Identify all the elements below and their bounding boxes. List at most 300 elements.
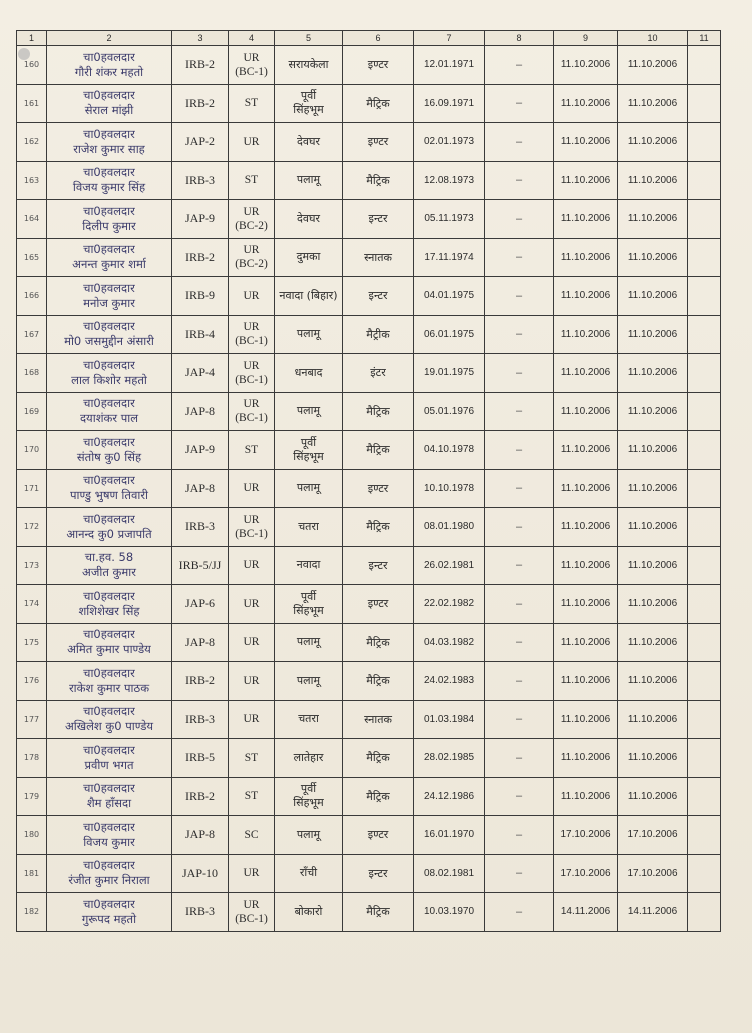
category-text: UR: [243, 513, 260, 526]
unit-cell: JAP-4: [172, 354, 229, 393]
rank-text: चा0हवलदार: [83, 165, 135, 180]
rank-text: चा0हवलदार: [83, 203, 135, 218]
category-cell: [229, 777, 275, 816]
date-column-10-cell: 11.10.2006: [618, 354, 688, 393]
category-text: UR: [243, 321, 260, 334]
person-name-text: विजय कुमार: [83, 834, 135, 849]
header-row: [17, 31, 721, 46]
unit-cell: JAP-2: [172, 123, 229, 162]
unit-cell: IRB-3: [172, 508, 229, 547]
column-8-cell: –: [485, 739, 554, 778]
name-cell: [47, 700, 172, 739]
name-cell: [47, 469, 172, 508]
date-column-9-cell: 11.10.2006: [554, 546, 618, 585]
category-text: UR: [243, 482, 260, 495]
education-cell: स्नातक: [343, 238, 414, 277]
rank-text: चा0हवलदार: [83, 627, 135, 642]
rank-text: चा0हवलदार: [83, 742, 135, 757]
column-11-cell: [688, 354, 721, 393]
serial-number-cell: 178: [17, 739, 47, 778]
person-name-text: विजय कुमार सिंह: [72, 180, 146, 195]
rank-text: चा0हवलदार: [83, 319, 135, 334]
table-row: [17, 123, 721, 162]
education-cell: मैट्रिक: [343, 392, 414, 431]
rank-text: चा0हवलदार: [83, 473, 135, 488]
unit-cell: IRB-3: [172, 161, 229, 200]
column-header: 9: [554, 31, 618, 46]
unit-cell: JAP-6: [172, 585, 229, 624]
date-of-birth-cell: 24.02.1983: [414, 662, 485, 701]
date-column-10-cell: 11.10.2006: [618, 623, 688, 662]
rank-text: चा0हवलदार: [83, 280, 135, 295]
serial-number-cell: 160: [17, 46, 47, 85]
name-cell: [47, 200, 172, 239]
subcategory-text: (BC-2): [235, 258, 268, 271]
serial-number-cell: 161: [17, 84, 47, 123]
subcategory-text: (BC-2): [235, 219, 268, 232]
date-of-birth-cell: 16.09.1971: [414, 84, 485, 123]
date-of-birth-cell: 10.10.1978: [414, 469, 485, 508]
category-cell: [229, 431, 275, 470]
date-column-10-cell: 11.10.2006: [618, 392, 688, 431]
subcategory-text: (BC-1): [235, 527, 268, 540]
unit-cell: IRB-2: [172, 46, 229, 85]
table-row: [17, 84, 721, 123]
education-cell: मैट्रिक: [343, 508, 414, 547]
category-cell: [229, 392, 275, 431]
serial-number-cell: 170: [17, 431, 47, 470]
name-cell: [47, 508, 172, 547]
date-of-birth-cell: 04.10.1978: [414, 431, 485, 470]
rank-text: चा0हवलदार: [83, 396, 135, 411]
date-of-birth-cell: 12.08.1973: [414, 161, 485, 200]
date-column-9-cell: 11.10.2006: [554, 585, 618, 624]
column-11-cell: [688, 585, 721, 624]
category-text: UR: [243, 867, 260, 880]
subcategory-text: (BC-1): [235, 335, 268, 348]
column-header: 7: [414, 31, 485, 46]
column-8-cell: –: [485, 161, 554, 200]
table-row: [17, 46, 721, 85]
district-text: चतरा: [298, 712, 319, 726]
education-cell: मैट्रिक: [343, 662, 414, 701]
unit-cell: JAP-8: [172, 623, 229, 662]
column-header: 11: [688, 31, 721, 46]
column-header: 10: [618, 31, 688, 46]
date-column-10-cell: 11.10.2006: [618, 46, 688, 85]
name-cell: [47, 623, 172, 662]
category-text: UR: [243, 244, 260, 257]
column-8-cell: –: [485, 123, 554, 162]
district-cell: [275, 739, 343, 778]
district-cell: [275, 392, 343, 431]
date-column-9-cell: 11.10.2006: [554, 277, 618, 316]
category-text: UR: [243, 898, 260, 911]
person-name-text: दयाशंकर पाल: [79, 411, 139, 426]
district-cell: [275, 277, 343, 316]
table-row: [17, 508, 721, 547]
serial-number-cell: 168: [17, 354, 47, 393]
serial-number-cell: 175: [17, 623, 47, 662]
column-8-cell: –: [485, 623, 554, 662]
column-8-cell: –: [485, 392, 554, 431]
district-text: सरायकेला: [288, 57, 329, 71]
district-text-line2: सिंहभूम: [293, 603, 324, 617]
category-cell: [229, 123, 275, 162]
category-text: UR: [243, 398, 260, 411]
date-of-birth-cell: 28.02.1985: [414, 739, 485, 778]
table-row: [17, 777, 721, 816]
education-cell: इन्टर: [343, 200, 414, 239]
category-text: ST: [244, 443, 259, 456]
category-cell: [229, 277, 275, 316]
district-text: पलामू: [296, 481, 321, 495]
name-cell: [47, 46, 172, 85]
district-cell: [275, 508, 343, 547]
rank-text: चा0हवलदार: [83, 49, 135, 64]
date-column-9-cell: 11.10.2006: [554, 46, 618, 85]
unit-cell: IRB-3: [172, 893, 229, 932]
table-row: [17, 893, 721, 932]
education-cell: मैट्रीक: [343, 315, 414, 354]
table-row: [17, 200, 721, 239]
date-column-10-cell: 11.10.2006: [618, 739, 688, 778]
district-text: नवादा (बिहार): [279, 288, 338, 302]
rank-text: चा0हवलदार: [83, 126, 135, 141]
column-11-cell: [688, 816, 721, 855]
date-column-9-cell: 11.10.2006: [554, 84, 618, 123]
unit-cell: JAP-8: [172, 816, 229, 855]
district-text: राँची: [299, 866, 318, 880]
date-of-birth-cell: 04.03.1982: [414, 623, 485, 662]
unit-cell: IRB-2: [172, 238, 229, 277]
column-header: 5: [275, 31, 343, 46]
category-cell: [229, 816, 275, 855]
district-cell: [275, 161, 343, 200]
district-cell: [275, 623, 343, 662]
name-cell: [47, 315, 172, 354]
table-row: [17, 700, 721, 739]
district-cell: [275, 123, 343, 162]
unit-cell: IRB-3: [172, 700, 229, 739]
person-name-text: सेराल मांझी: [84, 103, 134, 118]
date-column-10-cell: 11.10.2006: [618, 546, 688, 585]
table-row: [17, 585, 721, 624]
name-cell: [47, 123, 172, 162]
person-name-text: अनन्त कुमार शर्मा: [72, 257, 146, 272]
category-text: UR: [243, 636, 260, 649]
subcategory-text: (BC-1): [235, 912, 268, 925]
education-cell: इन्टर: [343, 854, 414, 893]
district-cell: [275, 662, 343, 701]
column-header: 4: [229, 31, 275, 46]
unit-cell: JAP-10: [172, 854, 229, 893]
date-of-birth-cell: 05.11.1973: [414, 200, 485, 239]
rank-text: चा0हवलदार: [83, 896, 135, 911]
column-11-cell: [688, 123, 721, 162]
table-row: [17, 469, 721, 508]
person-name-text: गुरूपद महतो: [81, 911, 137, 926]
district-cell: [275, 84, 343, 123]
category-text: SC: [244, 828, 259, 841]
rank-text: चा.हव. 58: [84, 550, 134, 565]
column-header: 1: [17, 31, 47, 46]
column-11-cell: [688, 700, 721, 739]
district-cell: [275, 200, 343, 239]
date-column-10-cell: 11.10.2006: [618, 469, 688, 508]
category-cell: [229, 739, 275, 778]
district-cell: [275, 354, 343, 393]
district-text: पलामू: [296, 673, 321, 687]
education-cell: मैट्रिक: [343, 431, 414, 470]
table-row: [17, 623, 721, 662]
date-of-birth-cell: 04.01.1975: [414, 277, 485, 316]
rank-text: चा0हवलदार: [83, 588, 135, 603]
date-column-9-cell: 11.10.2006: [554, 662, 618, 701]
rank-text: चा0हवलदार: [83, 511, 135, 526]
column-11-cell: [688, 238, 721, 277]
date-column-9-cell: 11.10.2006: [554, 392, 618, 431]
category-cell: [229, 585, 275, 624]
column-11-cell: [688, 161, 721, 200]
category-cell: [229, 354, 275, 393]
education-cell: इण्टर: [343, 816, 414, 855]
category-cell: [229, 662, 275, 701]
date-of-birth-cell: 24.12.1986: [414, 777, 485, 816]
date-column-9-cell: 11.10.2006: [554, 431, 618, 470]
category-text: UR: [243, 359, 260, 372]
date-of-birth-cell: 10.03.1970: [414, 893, 485, 932]
date-column-10-cell: 17.10.2006: [618, 816, 688, 855]
name-cell: [47, 84, 172, 123]
serial-number-cell: 162: [17, 123, 47, 162]
date-column-9-cell: 17.10.2006: [554, 816, 618, 855]
category-cell: [229, 893, 275, 932]
district-cell: [275, 238, 343, 277]
person-name-text: राजेश कुमार साह: [73, 141, 145, 156]
serial-number-cell: 182: [17, 893, 47, 932]
table-row: [17, 546, 721, 585]
name-cell: [47, 893, 172, 932]
column-8-cell: –: [485, 84, 554, 123]
category-text: ST: [244, 751, 259, 764]
name-cell: [47, 354, 172, 393]
column-11-cell: [688, 777, 721, 816]
rank-text: चा0हवलदार: [83, 858, 135, 873]
district-cell: [275, 854, 343, 893]
subcategory-text: (BC-1): [235, 373, 268, 386]
district-text: बोकारो: [294, 904, 323, 918]
education-cell: मैट्रिक: [343, 893, 414, 932]
table-row: [17, 739, 721, 778]
unit-cell: IRB-9: [172, 277, 229, 316]
date-column-10-cell: 11.10.2006: [618, 508, 688, 547]
category-text: UR: [243, 289, 260, 302]
column-11-cell: [688, 893, 721, 932]
name-cell: [47, 392, 172, 431]
date-column-10-cell: 11.10.2006: [618, 277, 688, 316]
district-cell: [275, 546, 343, 585]
date-of-birth-cell: 02.01.1973: [414, 123, 485, 162]
person-name-text: अजीत कुमार: [82, 565, 136, 580]
unit-cell: IRB-5/JJ: [172, 546, 229, 585]
serial-number-cell: 166: [17, 277, 47, 316]
education-cell: मैट्रिक: [343, 84, 414, 123]
district-text: लातेहार: [293, 750, 324, 764]
date-column-9-cell: 11.10.2006: [554, 161, 618, 200]
person-name-text: आनन्द कु0 प्रजापति: [66, 526, 152, 541]
column-header: 8: [485, 31, 554, 46]
unit-cell: JAP-8: [172, 392, 229, 431]
date-column-10-cell: 11.10.2006: [618, 585, 688, 624]
serial-number-cell: 164: [17, 200, 47, 239]
column-8-cell: –: [485, 508, 554, 547]
category-cell: [229, 700, 275, 739]
table-body: [17, 46, 721, 932]
table-row: [17, 816, 721, 855]
person-name-text: अमित कुमार पाण्डेय: [67, 642, 151, 657]
date-column-10-cell: 11.10.2006: [618, 123, 688, 162]
district-text: देवघर: [297, 134, 320, 148]
column-11-cell: [688, 739, 721, 778]
date-of-birth-cell: 06.01.1975: [414, 315, 485, 354]
column-8-cell: –: [485, 277, 554, 316]
district-text-line2: सिंहभूम: [293, 449, 324, 463]
rank-text: चा0हवलदार: [83, 88, 135, 103]
date-column-9-cell: 11.10.2006: [554, 315, 618, 354]
date-of-birth-cell: 05.01.1976: [414, 392, 485, 431]
category-text: ST: [244, 174, 259, 187]
column-8-cell: –: [485, 585, 554, 624]
district-text: पूर्वी: [300, 782, 317, 796]
column-11-cell: [688, 662, 721, 701]
date-column-10-cell: 17.10.2006: [618, 854, 688, 893]
unit-cell: JAP-8: [172, 469, 229, 508]
column-8-cell: –: [485, 200, 554, 239]
column-11-cell: [688, 546, 721, 585]
table-row: [17, 161, 721, 200]
district-cell: [275, 700, 343, 739]
unit-cell: IRB-5: [172, 739, 229, 778]
date-column-10-cell: 14.11.2006: [618, 893, 688, 932]
column-8-cell: –: [485, 700, 554, 739]
person-name-text: रंजीत कुमार निराला: [68, 873, 150, 888]
education-cell: इण्टर: [343, 123, 414, 162]
serial-number-cell: 173: [17, 546, 47, 585]
name-cell: [47, 662, 172, 701]
education-cell: मैट्रिक: [343, 739, 414, 778]
table-row: [17, 431, 721, 470]
education-cell: मैट्रिक: [343, 161, 414, 200]
column-11-cell: [688, 623, 721, 662]
category-cell: [229, 84, 275, 123]
column-header: 6: [343, 31, 414, 46]
person-name-text: शशिशेखर सिंह: [78, 603, 140, 618]
unit-cell: IRB-2: [172, 777, 229, 816]
date-column-10-cell: 11.10.2006: [618, 662, 688, 701]
date-column-9-cell: 11.10.2006: [554, 238, 618, 277]
date-of-birth-cell: 16.01.1970: [414, 816, 485, 855]
date-column-9-cell: 11.10.2006: [554, 700, 618, 739]
serial-number-cell: 169: [17, 392, 47, 431]
person-name-text: मनोज कुमार: [83, 295, 135, 310]
district-text-line2: सिंहभूम: [293, 103, 324, 117]
rank-text: चा0हवलदार: [83, 781, 135, 796]
table-row: [17, 354, 721, 393]
serial-number-cell: 171: [17, 469, 47, 508]
category-cell: [229, 46, 275, 85]
column-11-cell: [688, 469, 721, 508]
serial-number-cell: 180: [17, 816, 47, 855]
person-name-text: प्रवीण भगत: [84, 757, 134, 772]
column-8-cell: –: [485, 662, 554, 701]
date-of-birth-cell: 17.11.1974: [414, 238, 485, 277]
rank-text: चा0हवलदार: [83, 665, 135, 680]
serial-number-cell: 165: [17, 238, 47, 277]
column-11-cell: [688, 46, 721, 85]
district-text: पूर्वी: [300, 435, 317, 449]
category-text: UR: [243, 51, 260, 64]
column-8-cell: –: [485, 854, 554, 893]
name-cell: [47, 816, 172, 855]
column-8-cell: –: [485, 238, 554, 277]
date-column-10-cell: 11.10.2006: [618, 200, 688, 239]
table-row: [17, 662, 721, 701]
person-name-text: राकेश कुमार पाठक: [68, 680, 150, 695]
rank-text: चा0हवलदार: [83, 242, 135, 257]
table-row: [17, 238, 721, 277]
date-of-birth-cell: 19.01.1975: [414, 354, 485, 393]
district-cell: [275, 431, 343, 470]
district-text: पलामू: [296, 327, 321, 341]
category-cell: [229, 161, 275, 200]
district-cell: [275, 893, 343, 932]
date-of-birth-cell: 01.03.1984: [414, 700, 485, 739]
name-cell: [47, 238, 172, 277]
rank-text: चा0हवलदार: [83, 357, 135, 372]
serial-number-cell: 163: [17, 161, 47, 200]
district-text: नवादा: [296, 558, 321, 572]
category-text: ST: [244, 790, 259, 803]
category-cell: [229, 623, 275, 662]
category-cell: [229, 508, 275, 547]
rank-text: चा0हवलदार: [83, 434, 135, 449]
column-8-cell: –: [485, 469, 554, 508]
education-cell: स्नातक: [343, 700, 414, 739]
date-column-10-cell: 11.10.2006: [618, 84, 688, 123]
rank-text: चा0हवलदार: [83, 819, 135, 834]
column-8-cell: –: [485, 46, 554, 85]
district-cell: [275, 777, 343, 816]
serial-number-cell: 176: [17, 662, 47, 701]
date-of-birth-cell: 08.02.1981: [414, 854, 485, 893]
rank-text: चा0हवलदार: [83, 704, 135, 719]
person-name-text: दिलीप कुमार: [82, 218, 136, 233]
district-cell: [275, 816, 343, 855]
table-row: [17, 277, 721, 316]
category-text: UR: [243, 674, 260, 687]
category-cell: [229, 546, 275, 585]
category-cell: [229, 200, 275, 239]
date-column-10-cell: 11.10.2006: [618, 431, 688, 470]
name-cell: [47, 431, 172, 470]
category-text: UR: [243, 713, 260, 726]
column-11-cell: [688, 315, 721, 354]
district-text: पूर्वी: [300, 89, 317, 103]
column-11-cell: [688, 431, 721, 470]
name-cell: [47, 739, 172, 778]
date-column-10-cell: 11.10.2006: [618, 238, 688, 277]
